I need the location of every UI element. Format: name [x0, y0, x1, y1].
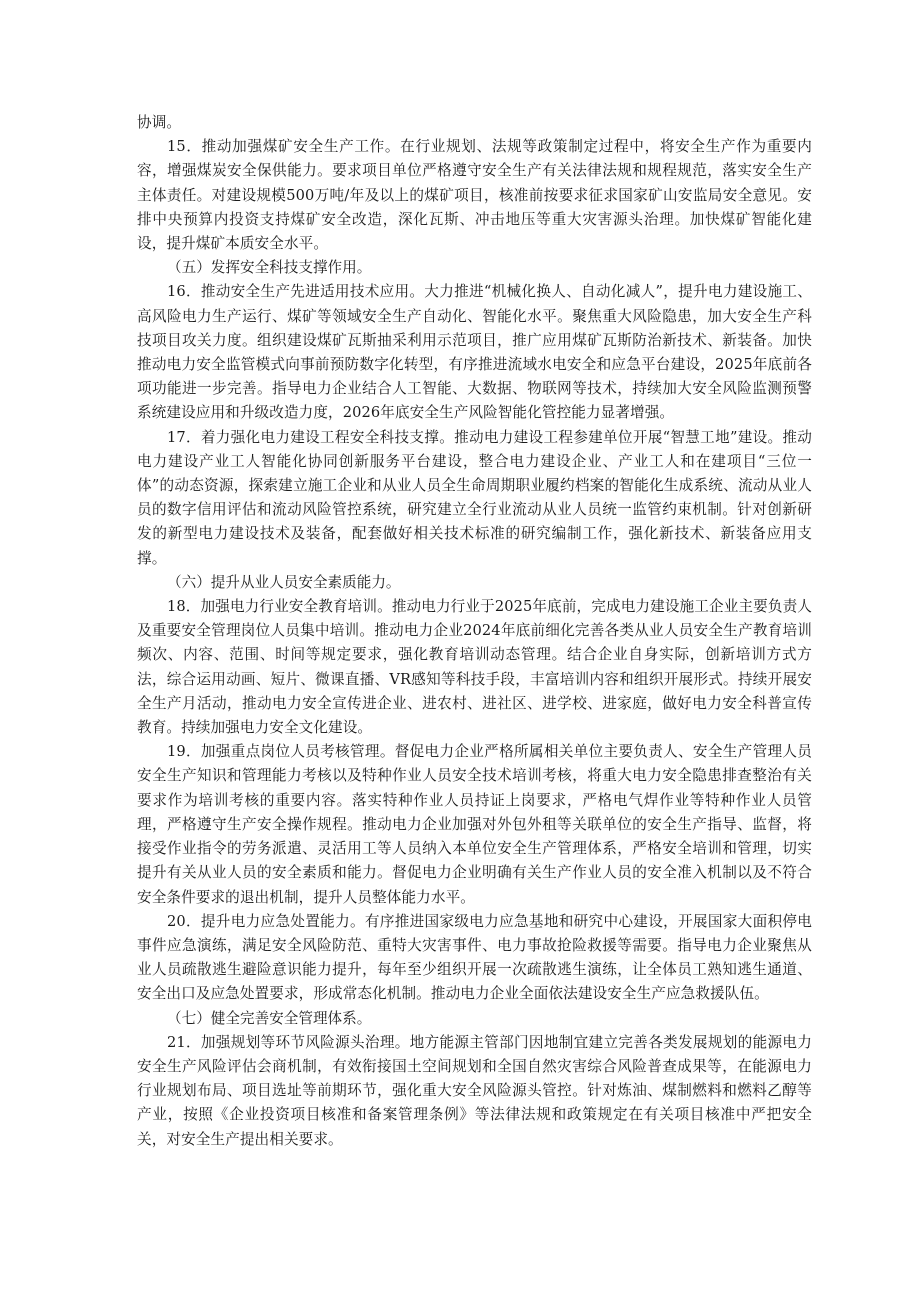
item-20-paragraph: 20．提升电力应急处置能力。有序推进国家级电力应急基地和研究中心建设，开展国家大面积停电事件应急演练，满足安全风险防范、重特大灾害事件、电力事故抢险救援等需要。指导电力企业聚焦从业人员疏散逃生避险意识能力提升，每年至少组织开展一次疏散逃生演练，让全体员工熟知逃生通道、安全出口及应急处置要求，形成常态化机制。推动电力企业全面依法建设安全生产应急救援队伍。 [137, 912, 812, 1003]
section-5-heading: （五）发挥安全科技支撑作用。 [167, 259, 372, 277]
item-18-paragraph: 18．加强电力行业安全教育培训。推动电力行业于2025年底前，完成电力建设施工企业主要负责人及重要安全管理岗位人员集中培训。推动电力企业2024年底前细化完善各类从业人员安全生产教育培训频次、内容、范围、时间等规定要求，强化教育培训动态管理。结合企业自身实际，创新培训方式方法，综合运用动画、短片、微课直播、VR感知等科技手段，丰富培训内容和组织开展形式。持续开展安全生产月活动，推动电力安全宣传进企业、进农村、进社区、进学校、进家庭，做好电力安全科普宣传教育。持续加强电力安全文化建设。 [137, 598, 812, 737]
item-19-paragraph: 19．加强重点岗位人员考核管理。督促电力企业严格所属相关单位主要负责人、安全生产管理人员安全生产知识和管理能力考核以及特种作业人员安全技术培训考核，将重大电力安全隐患排查整治有关要求作为培训考核的重要内容。落实特种作业人员持证上岗要求，严格电气焊作业等特种作业人员管理，严格遵守生产安全操作规程。推动电力企业加强对外包外租等关联单位的安全生产指导、监督，将接受作业指令的劳务派遣、灵活用工等人员纳入本单位安全生产管理体系，严格安全培训和管理，切实提升有关从业人员的安全素质和能力。督促电力企业明确有关生产作业人员的安全准入机制以及不符合安全条件要求的退出机制，提升人员整体能力水平。 [137, 743, 812, 906]
item-17-paragraph: 17．着力强化电力建设工程安全科技支撑。推动电力建设工程参建单位开展“智慧工地”建设。推动电力建设产业工人智能化协同创新服务平台建设，整合电力建设企业、产业工人和在建项目“三位一体”的动态资源，探索建立施工企业和从业人员全生命周期职业履约档案的智能化生成系统、流动从业人员的数字信用评估和流动风险管控系统，研究建立全行业流动从业人员统一监管约束机制。针对创新研发的新型电力建设技术及装备，配套做好相关技术标准的研究编制工作，强化新技术、新装备应用支撑。 [137, 428, 812, 567]
item-21-paragraph: 21．加强规划等环节风险源头治理。地方能源主管部门因地制宜建立完善各类发展规划的能源电力安全生产风险评估会商机制，有效衔接国土空间规划和全国自然灾害综合风险普查成果等，在能源电力行业规划布局、项目选址等前期环节，强化重大安全风险源头管控。针对炼油、煤制燃料和燃料乙醇等产业，按照《企业投资项目核准和备案管理条例》等法律法规和政策规定在有关项目核准中严把安全关，对安全生产提出相关要求。 [137, 1033, 812, 1148]
continuation-paragraph: 协调。 [137, 114, 182, 131]
item-15-paragraph: 15．推动加强煤矿安全生产工作。在行业规划、法规等政策制定过程中，将安全生产作为重要内容，增强煤炭安全保供能力。要求项目单位严格遵守安全生产有关法律法规和规程规范，落实安全生产主体责任。对建设规模500万吨/年及以上的煤矿项目，核准前按要求征求国家矿山安监局安全意见。安排中央预算内投资支持煤矿安全改造，深化瓦斯、冲击地压等重大灾害源头治理。加快煤矿智能化建设，提升煤矿本质安全水平。 [137, 138, 812, 253]
item-16-paragraph: 16．推动安全生产先进适用技术应用。大力推进“机械化换人、自动化减人”，提升电力建设施工、高风险电力生产运行、煤矿等领域安全生产自动化、智能化水平。聚焦重大风险隐患，加大安全生产科技项目攻关力度。组织建设煤矿瓦斯抽采利用示范项目，推广应用煤矿瓦斯防治新技术、新装备。加快推动电力安全监管模式向事前预防数字化转型，有序推进流域水电安全和应急平台建设，2025年底前各项功能进一步完善。指导电力企业结合人工智能、大数据、物联网等技术，持续加大安全风险监测预警系统建设应用和升级改造力度，2026年底安全生产风险智能化管控能力显著增强。 [137, 283, 812, 422]
section-6-heading: （六）提升从业人员安全素质能力。 [167, 573, 401, 591]
section-7-heading: （七）健全完善安全管理体系。 [167, 1009, 372, 1027]
